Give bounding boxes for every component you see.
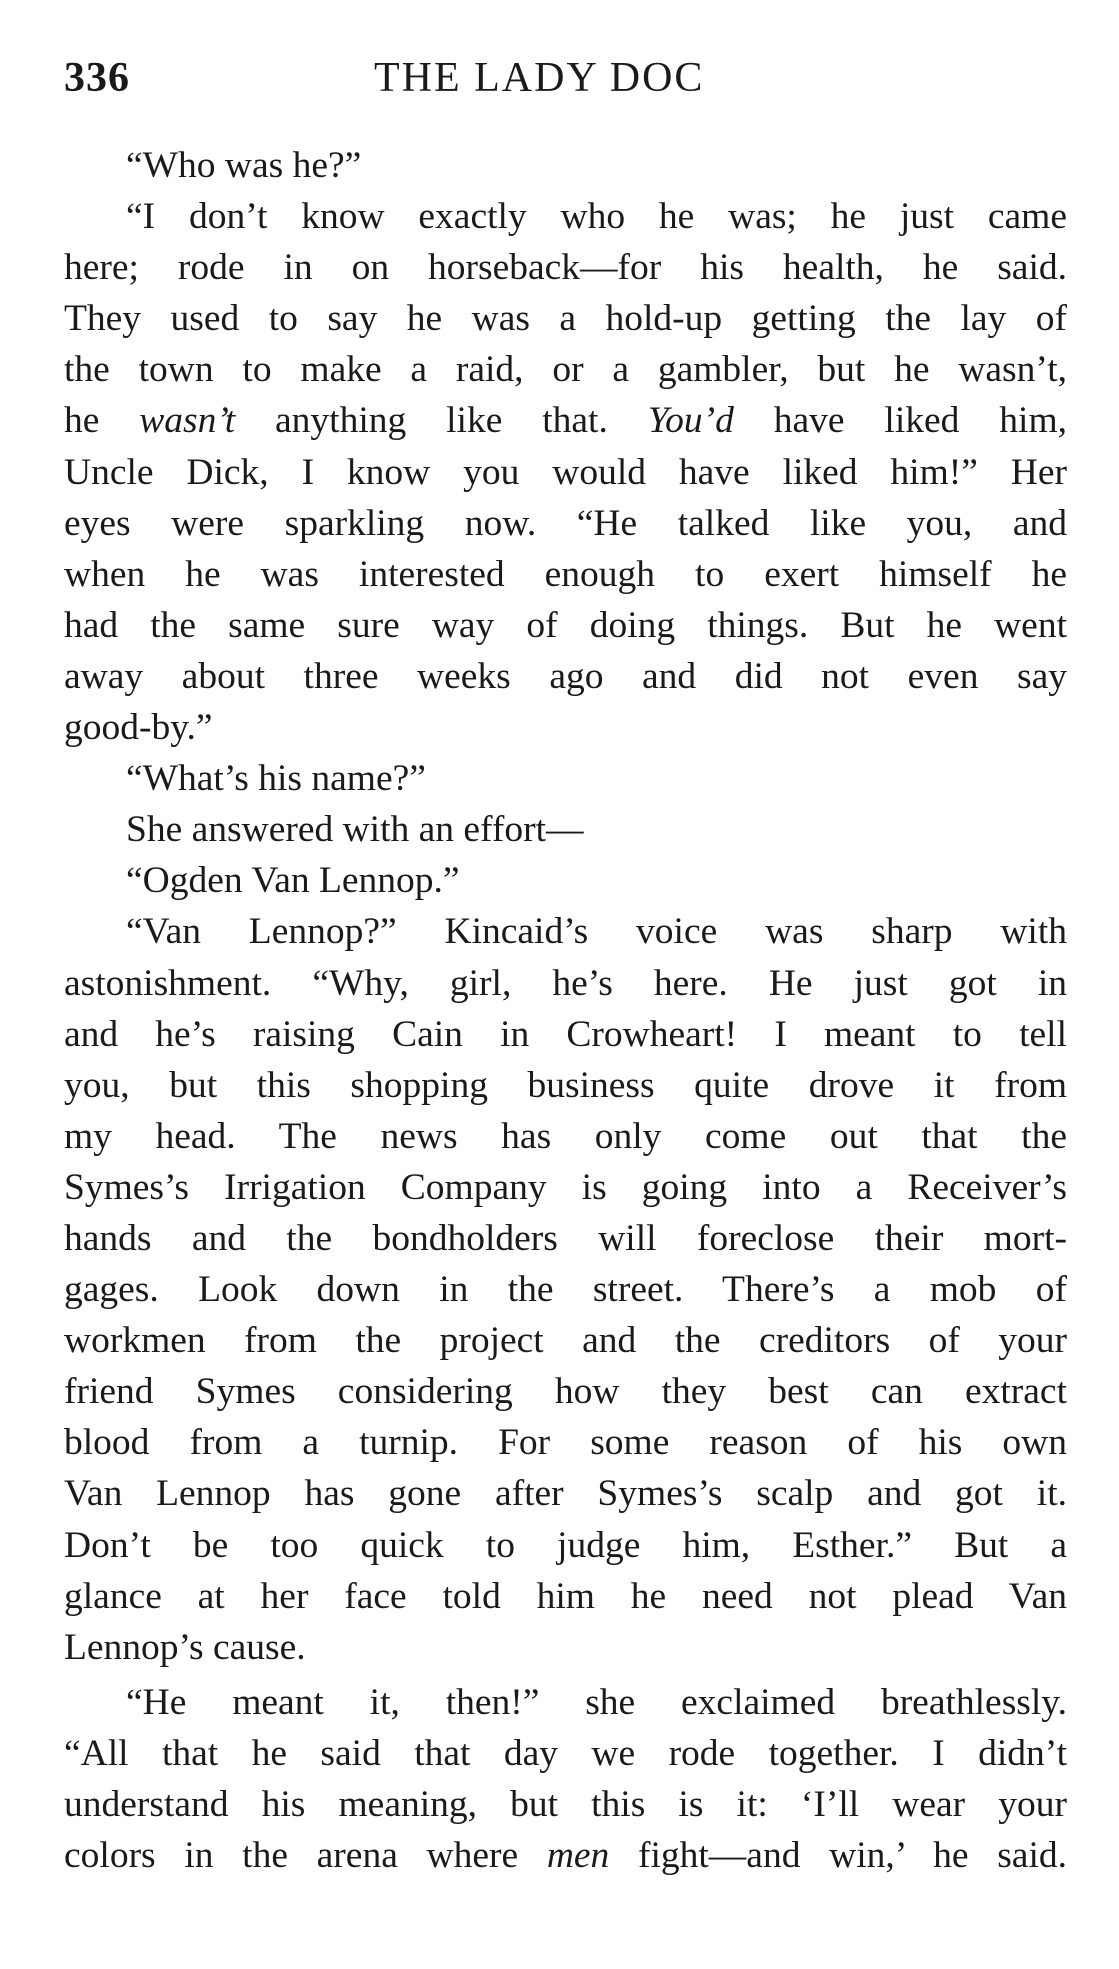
text-line: glance at her face told him he need not plead Van (64, 1575, 1067, 1617)
text-line: Van Lennop has gone after Symes’s scalp and got it. (64, 1473, 1067, 1515)
text-line: workmen from the project and the creditors of your (64, 1320, 1067, 1362)
text-line: good-by.” (64, 707, 213, 749)
text-line: “All that he said that day we rode together. I didn’t (64, 1732, 1067, 1774)
text-line: the town to make a raid, or a gambler, but he wasn’t, (64, 349, 1067, 391)
text-segment: fight—and win,’ he said. (609, 1835, 1067, 1877)
text-segment: have liked him, (733, 400, 1067, 442)
body-text (64, 140, 1067, 1881)
text-line: understand his meaning, but this is it: ‘I’ll wear your (64, 1784, 1067, 1825)
text-line: “He meant it, then!” she exclaimed breathlessly. (126, 1681, 1067, 1723)
text-line: friend Symes considering how they best can extract (64, 1371, 1067, 1413)
text-line: “I don’t know exactly who he was; he just came (126, 196, 1067, 238)
text-line: astonishment. “Why, girl, he’s here. He just got in (64, 962, 1067, 1004)
text-line: “Who was he?” (126, 145, 362, 186)
running-title: THE LADY DOC (374, 55, 705, 101)
text-line: Symes’s Irrigation Company is going into a Receiver’s (64, 1166, 1067, 1208)
text-line: Lennop’s cause. (64, 1626, 306, 1668)
text-line: “Ogden Van Lennop.” (126, 860, 460, 902)
text-segment: anything like that. (235, 400, 648, 442)
text-line: “Van Lennop?” Kincaid’s voice was sharp with (126, 911, 1067, 953)
text-line (64, 1830, 1067, 1881)
text-line: eyes were sparkling now. “He talked like you, and (64, 502, 1067, 544)
italic-segment: men (546, 1835, 610, 1877)
text-segment: colors in the arena where (64, 1835, 547, 1877)
text-line: hands and the bondholders will foreclose their mort- (64, 1217, 1067, 1259)
text-line: had the same sure way of doing things. But he went (64, 604, 1067, 646)
text-line: blood from a turnip. For some reason of his own (64, 1422, 1067, 1464)
text-line: my head. The news has only come out that the (64, 1115, 1067, 1157)
text-line: Uncle Dick, I know you would have liked him!” Her (64, 451, 1067, 493)
text-segment: he (64, 400, 140, 442)
text-line: away about three weeks ago and did not even say (64, 655, 1067, 697)
italic-segment: You’d (647, 400, 734, 442)
text-line: They used to say he was a hold-up getting the lay of (64, 298, 1067, 340)
text-line: “What’s his name?” (126, 758, 426, 800)
text-line: when he was interested enough to exert himself he (64, 553, 1067, 595)
page-number: 336 (64, 55, 130, 101)
text-line: and he’s raising Cain in Crowheart! I meant to tell (64, 1013, 1067, 1055)
page-header (64, 54, 1064, 114)
text-line (64, 395, 1067, 446)
text-line: here; rode in on horseback—for his health, he said. (64, 247, 1067, 289)
italic-segment: wasn’t (139, 400, 236, 442)
text-line: you, but this shopping business quite drove it from (64, 1064, 1067, 1106)
text-line: She answered with an effort— (126, 809, 584, 851)
text-line: gages. Look down in the street. There’s a mob of (64, 1269, 1067, 1311)
text-line: Don’t be too quick to judge him, Esther.” But a (64, 1524, 1067, 1566)
